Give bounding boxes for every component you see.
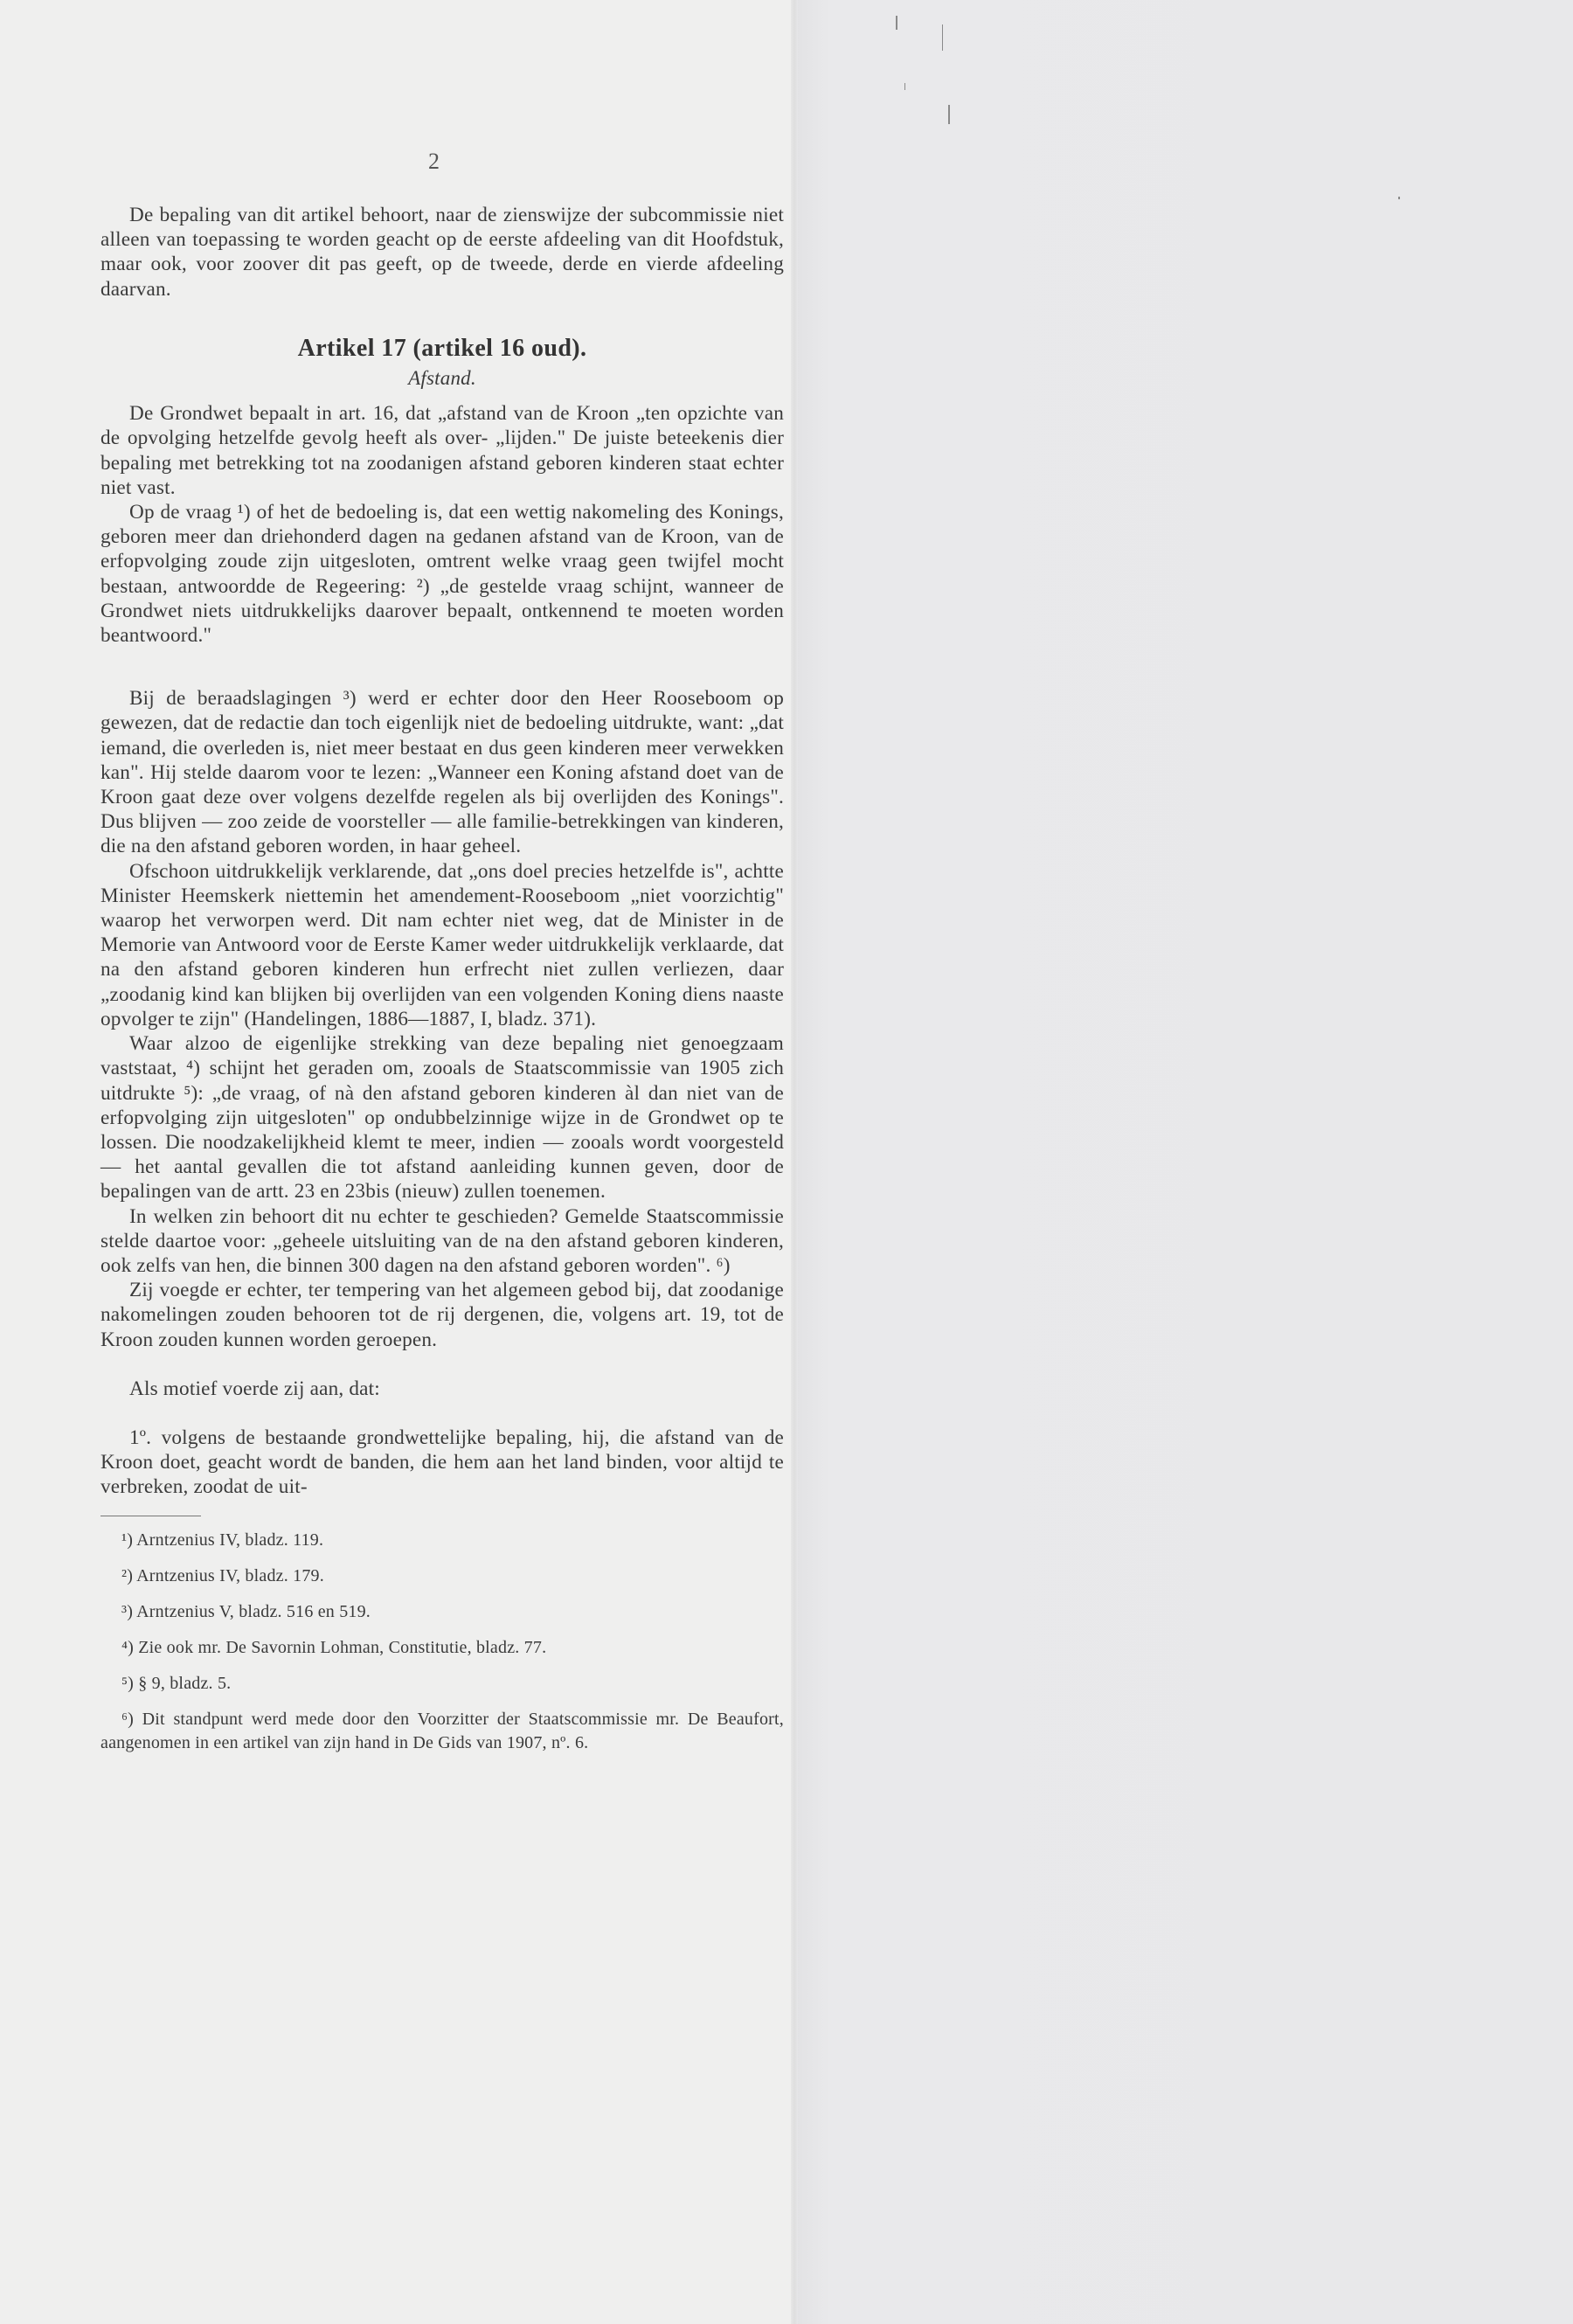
section-heading: Artikel 17 (artikel 16 oud). xyxy=(297,334,587,362)
paragraph: Op de vraag ¹) of het de bedoeling is, dat een wettig nakomeling des Konings, geboren meer dan driehonderd dagen na gedanen afstand van de Kroon, van de erfopvolging zoude zijn uitgesloten, omtrent welke vraag geen twijfel mocht bestaan, antwoordde de Regeering: ²) „de gestelde vraag schijnt, wanneer de Grondwet niets uitdrukkelijks daarover bepaalt, ontkennend te moeten worden beantwoord." xyxy=(100,501,784,648)
footnotes xyxy=(100,1529,784,1755)
footnote: ⁶) Dit standpunt werd mede door den Voorzitter der Staatscommissie mr. De Beaufort, aangenomen in een artikel van zijn hand in De Gids van 1907, nº. 6. xyxy=(100,1710,784,1753)
speck-mark xyxy=(1398,197,1400,199)
footnote-rule xyxy=(100,1516,201,1517)
right-page xyxy=(795,0,1573,2324)
paragraph: 1º. volgens de bestaande grondwettelijke bepaling, hij, die afstand van de Kroon doet, geacht wordt de banden, die hem aan het land binden, voor altijd te verbreken, zoodat de uit- xyxy=(100,1426,784,1499)
footnote: ¹) Arntzenius IV, bladz. 119. xyxy=(121,1530,324,1550)
paragraph: Zij voegde er echter, ter tempering van het algemeen gebod bij, dat zoodanige nakomelingen zouden behooren tot de rij dergenen, die, volgens art. 19, tot de Kroon zouden kunnen worden geroepen. xyxy=(100,1279,784,1351)
page-gutter xyxy=(791,0,798,2324)
text-column xyxy=(100,203,784,1755)
speck-mark xyxy=(948,105,950,124)
page-number: 2 xyxy=(428,149,440,174)
paragraph: De Grondwet bepaalt in art. 16, dat „afstand van de Kroon „ten opzichte van de opvolging hetzelfde gevolg heeft als over- „lijden." De juiste beteekenis dier bepaling met betrekking tot na zoodanigen afstand geboren kinderen staat echter niet vast. xyxy=(100,402,784,499)
section-subheading: Afstand. xyxy=(408,367,476,390)
footnote: ⁴) Zie ook mr. De Savornin Lohman, Constitutie, bladz. 77. xyxy=(121,1638,547,1658)
paragraph: In welken zin behoort dit nu echter te geschieden? Gemelde Staatscommissie stelde daartoe voor: „geheele uitsluiting van de na den afstand geboren kinderen, ook zelfs van hen, die binnen 300 dagen na den afstand geboren worden". ⁶) xyxy=(100,1204,784,1277)
paragraph: Bij de beraadslagingen ³) werd er echter door den Heer Rooseboom op gewezen, dat de redactie dan toch eigenlijk niet de bedoeling uitdrukte, want: „dat iemand, die overleden is, niet meer bestaat en dus geen kinderen meer verwekken kan". Hij stelde daarom voor te lezen: „Wanneer een Koning afstand doet van de Kroon gaat deze over volgens dezelfde regelen als bij overlijden des Konings". Dus blijven — zoo zeide de voorsteller — alle familie-betrekkingen van kinderen, die na den afstand geboren worden, in haar geheel. xyxy=(100,687,784,858)
footnote: ²) Arntzenius IV, bladz. 179. xyxy=(121,1566,324,1586)
footnote: ³) Arntzenius V, bladz. 516 en 519. xyxy=(121,1602,371,1622)
paragraph: Ofschoon uitdrukkelijk verklarende, dat „ons doel precies hetzelfde is", achtte Minister Heemskerk niettemin het amendement-Rooseboom „niet voorzichtig" waarop het verworpen werd. Dit nam echter niet weg, dat de Minister in de Memorie van Antwoord voor de Eerste Kamer weder uitdrukkelijk verklaarde, dat na den afstand geboren kinderen hun erfrecht niet zullen verliezen, daar „zoodanig kind kan blijken bij overlijden van een volgenden Koning diens naaste opvolger te zijn" (Handelingen, 1886—1887, I, bladz. 371). xyxy=(100,859,784,1030)
paragraph: Waar alzoo de eigenlijke strekking van deze bepaling niet genoegzaam vaststaat, ⁴) schijnt het geraden om, zooals de Staatscommissie van 1905 zich uitdrukte ⁵): „de vraag, of nà den afstand geboren kinderen àl dan niet van de erfopvolging zijn uitgesloten" op ondubbelzinnige wijze in de Grondwet op te lossen. Die noodzakelijkheid klemt te meer, indien — zooals wordt voorgesteld — het aantal gevallen die tot afstand aanleiding kunnen geven, door de bepalingen van de artt. 23 en 23bis (nieuw) zullen toenemen. xyxy=(100,1032,784,1204)
paragraph-intro: De bepaling van dit artikel behoort, naar de zienswijze der subcommissie niet alleen van toepassing te worden geacht op de eerste afdeeling van dit Hoofdstuk, maar ook, voor zoover dit pas geeft, op de tweede, derde en vierde afdeeling daarvan. xyxy=(100,204,784,301)
speck-mark xyxy=(904,83,905,90)
speck-mark xyxy=(896,16,897,30)
speck-mark xyxy=(942,24,943,51)
footnote: ⁵) § 9, bladz. 5. xyxy=(121,1674,232,1694)
paragraph: Als motief voerde zij aan, dat: xyxy=(129,1377,380,1400)
